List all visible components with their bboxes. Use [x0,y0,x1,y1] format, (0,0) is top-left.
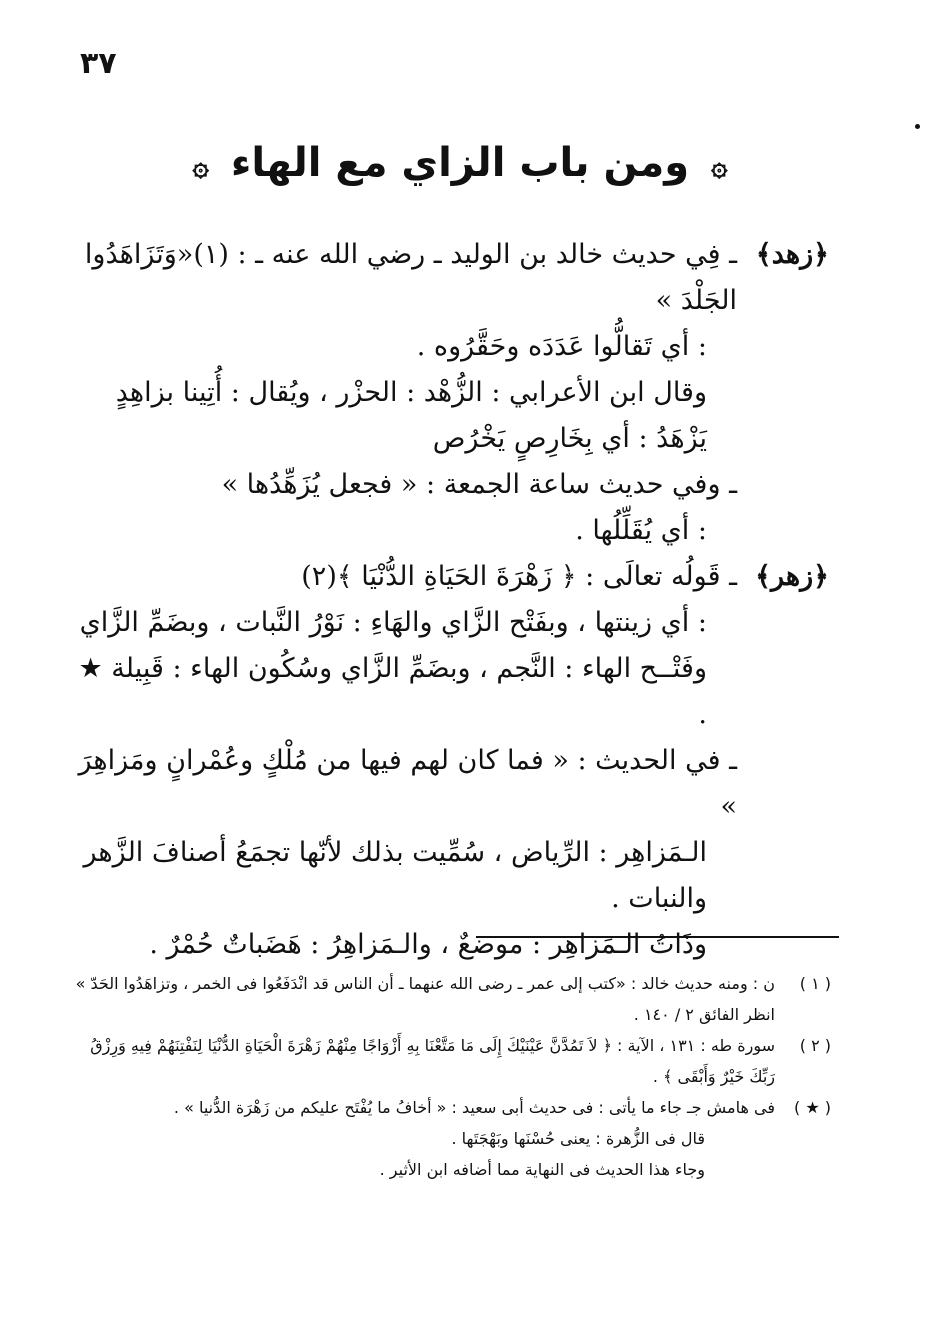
ornament-icon: ۞ [711,148,728,182]
entry-line: وقال ابن الأعرابي : الزُّهْد : الحزْر ، ويُقال : أُتِينا بزاهِدٍ يَزْهَدُ : أي بِخَارِصٍ يَخْرُص [115,377,707,454]
entry-line: : أي يُقَلِّلُها . [575,515,707,546]
ornament-icon: ۞ [192,148,209,182]
chapter-title [100,140,820,186]
entry-zahar [69,554,829,968]
footnote-text: قال فى الزُّهرة : يعنى حُسْنَها وبَهْجَتَها . [451,1129,705,1148]
entry-zahad [69,232,829,554]
entry-line: ـ وفي حديث ساعة الجمعة : « فجعل يُزَهِّدُها » [221,469,737,500]
footnotes [71,968,831,1185]
footnote [71,1092,831,1185]
entry-line: ـ في الحديث : « فما كان لهم فيها من مُلْكٍ وعُمْرانٍ ومَزاهِرَ » [78,745,737,822]
headword: ﴿زهد﴾ [755,239,829,270]
footnote-text: سورة طه : ١٣١ ، الآية : ﴿ لاَ تَمُدَّنَّ عَيْنَيْكَ إِلَى مَا مَتَّعْنَا بِهِ أَزْوَاجًا مِنْهُمْ زَهْرَةَ الْحَيَاةِ الدُّنْيَا لِنَفْتِنَهُمْ فِيهِ وَرِزْقُ رَبِّكَ خَيْرٌ وَأَبْقَى ﴾ . [90,1036,775,1086]
page-number: ٣٧ [80,46,117,81]
footnote-number: ( ★ ) [794,1098,831,1117]
footnote [71,1030,831,1092]
entry-line: وذَاتُ الـمَزاهِر : موضعٌ ، والـمَزاهِرُ : هَضَباتٌ حُمْرٌ . [149,929,707,960]
entry-line: الـمَزاهِر : الرِّياض ، سُمِّيت بذلك لأنّها تجمَعُ أصنافَ الزَّهر والنبات . [83,837,707,914]
footnote-text: فى هامش جـ جاء ما يأتى : فى حديث أبى سعيد : « أخافُ ما يُفْتَح عليكم من زَهْرَة الدُّنيا » . [173,1098,775,1117]
entry-line: : أي تَقالُّوا عَدَدَه وحَقَّرُوه . [416,331,707,362]
entry-line: : أي زينتها ، وبفَتْح الزَّاي والهَاءِ : نَوْرُ النَّبات ، وبضَمِّ الزَّاي وفَتْــح الهاء : النَّجم ، وبضَمِّ الزَّاي وسُكُون الهاء : قَبِيلة ★ . [78,607,707,730]
footnote-divider [476,936,839,938]
footnote-number: ( ١ ) [799,974,831,993]
footnote [71,968,831,1030]
dictionary-entries [69,232,829,968]
entry-line: ـ فِي حديث خالد بن الوليد ـ رضي الله عنه ـ : (١)«وَتَزَاهَدُوا الجَلْدَ » [84,239,737,316]
entry-line: ـ قَولُه تعالَى : ﴿ زَهْرَةَ الحَيَاةِ الدُّنْيَا ﴾(٢) [301,561,737,592]
chapter-title-text: ومن باب الزاي مع الهاء [230,140,690,186]
footnote-text: ن : ومنه حديث خالد : «كتب إلى عمر ـ رضى الله عنهما ـ أن الناس قد انْدَفَعُوا فى الخمر ، وتزاهَدُوا الحَدّ » انظر الفائق ٢ / ١٤٠ . [75,974,775,1024]
headword: ﴿زهر﴾ [755,561,829,592]
footnote-text: وجاء هذا الحديث فى النهاية مما أضافه ابن الأثير . [379,1160,705,1179]
margin-dot [915,124,920,129]
footnote-number: ( ٢ ) [799,1036,831,1055]
